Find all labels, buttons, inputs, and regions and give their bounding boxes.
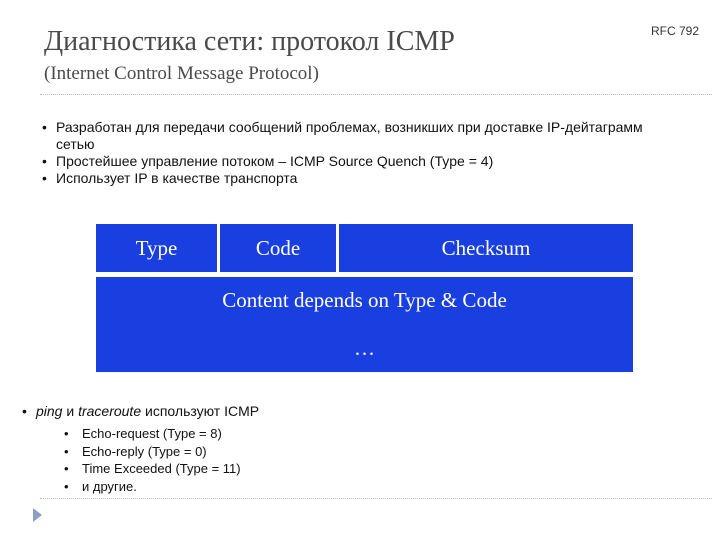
- sub-bullet-item: • Time Exceeded (Type = 11): [64, 460, 241, 478]
- usage-rest: используют ICMP: [141, 403, 260, 419]
- next-slide-arrow-icon[interactable]: [33, 508, 42, 522]
- traceroute-label: traceroute: [78, 403, 142, 419]
- bullet-list: [40, 119, 680, 187]
- slide-subtitle: (Internet Control Message Protocol): [44, 63, 319, 84]
- footer-divider: [40, 498, 712, 499]
- sub-bullet-item: • Echo-request (Type = 8): [64, 425, 241, 443]
- slide-title: Диагностика сети: протокол ICMP: [44, 26, 455, 57]
- ping-label: ping: [36, 403, 63, 419]
- code-field: Code: [220, 224, 336, 272]
- sub-bullet-item: • и другие.: [64, 478, 241, 496]
- type-field: Type: [96, 224, 217, 272]
- and-label: и: [62, 403, 79, 419]
- header-divider: [40, 94, 712, 95]
- usage-item: [20, 403, 259, 420]
- usage-list: [20, 403, 259, 420]
- bullet-item: • Использует IP в качестве транспорта: [40, 170, 680, 187]
- sub-bullet-list: [64, 425, 241, 495]
- sub-bullet-item: • Echo-reply (Type = 0): [64, 443, 241, 461]
- rfc-label: RFC 792: [651, 24, 700, 38]
- bullet-item: • Простейшее управление потоком – ICMP Source Quench (Type = 4): [40, 153, 680, 170]
- bullet-item: • Разработан для передачи сообщений проблемах, возникших при доставке IP-дейтаграмм сетью: [40, 119, 680, 153]
- checksum-field: Checksum: [339, 224, 633, 272]
- ellipsis-field: …: [96, 324, 633, 372]
- icmp-packet-diagram: [96, 224, 633, 372]
- content-field: Content depends on Type & Code: [96, 277, 633, 324]
